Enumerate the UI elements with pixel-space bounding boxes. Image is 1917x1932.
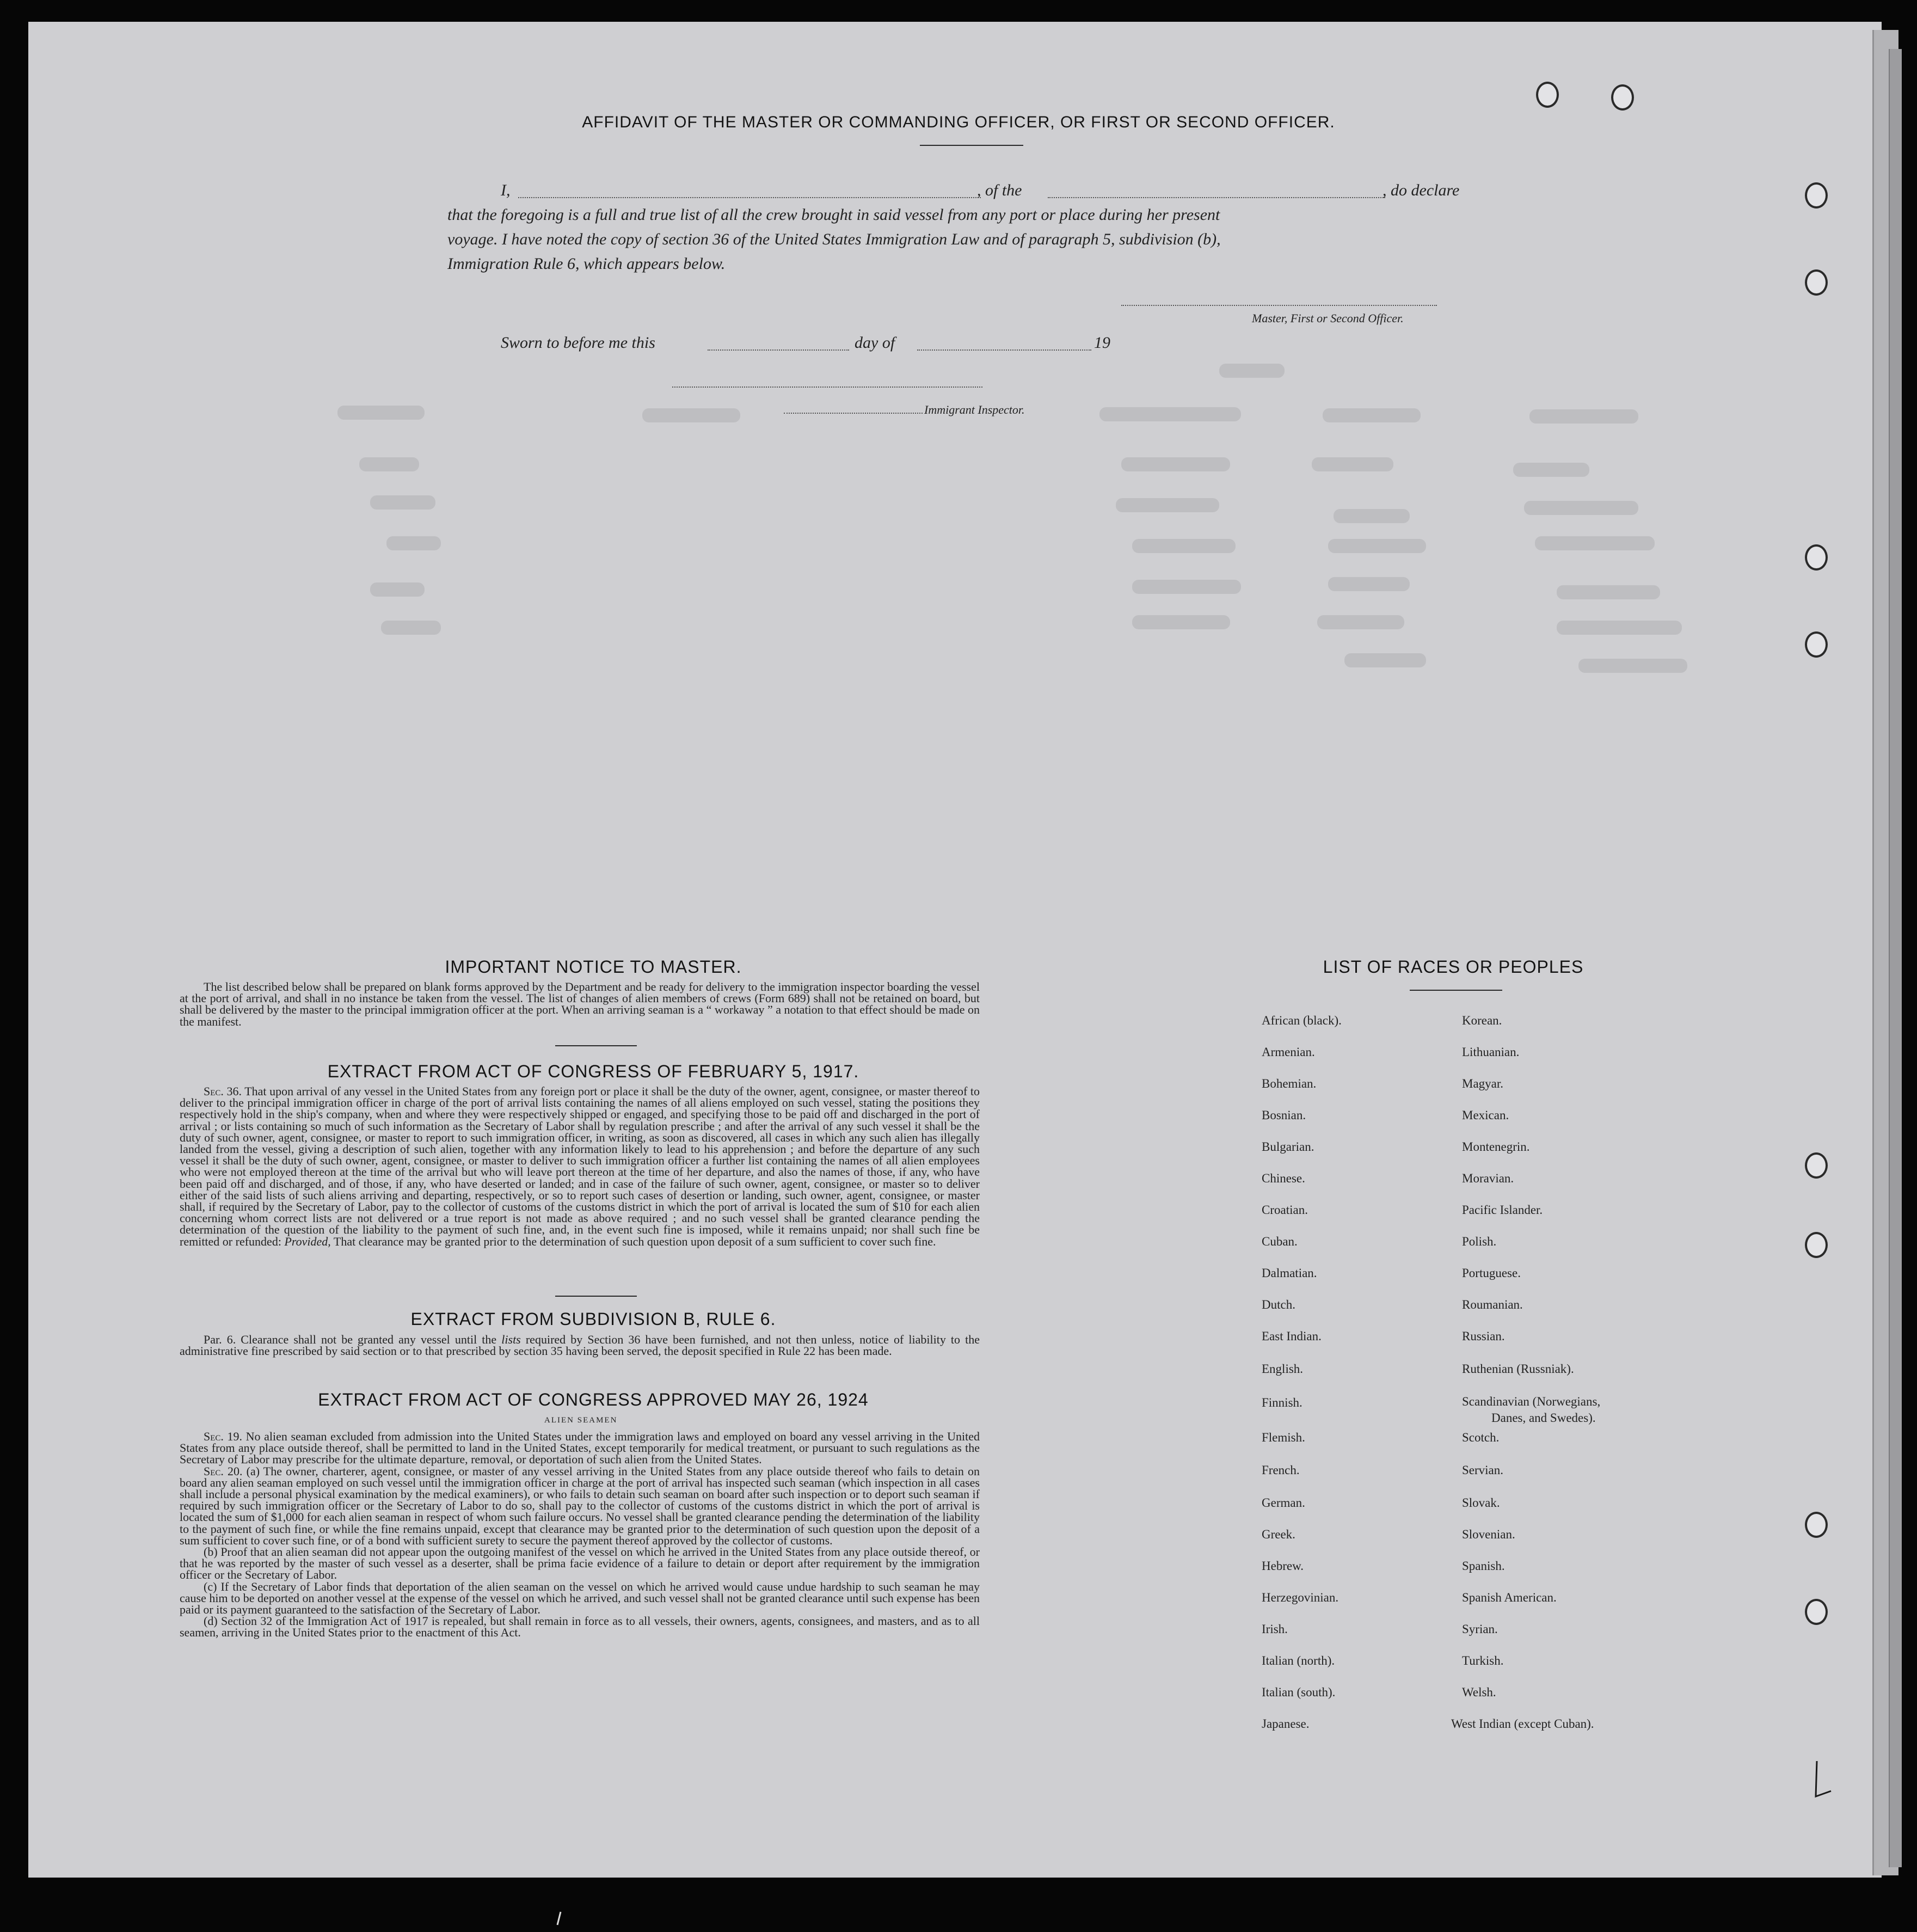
race-item: Ruthenian (Russniak). [1462,1362,1574,1376]
race-item: Finnish. [1262,1396,1302,1409]
race-item: Magyar. [1462,1077,1504,1090]
punch-hole-icon [1805,1599,1828,1625]
race-item: Portuguese. [1462,1266,1521,1280]
affidavit-line-2: that the foregoing is a full and true list of all the crew brought in said vessel from any port or place during her present [447,206,1220,224]
race-item: Dutch. [1262,1298,1295,1311]
race-item: Mexican. [1462,1108,1509,1122]
race-item: Servian. [1462,1463,1504,1477]
extract-1917-title: EXTRACT FROM ACT OF CONGRESS OF FEBRUARY 5, 1917. [327,1062,859,1081]
punch-hole-icon [1536,82,1559,108]
day-of-label: day of [855,334,895,352]
race-item: Italian (north). [1262,1654,1335,1667]
race-item: Turkish. [1462,1654,1504,1667]
affidavit-line-3: voyage. I have noted the copy of section 36 of the United States Immigration Law and of paragraph 5, subdivision (b), [447,230,1221,248]
sec-36-label: Sec. 36. [204,1084,242,1098]
sec-36-text: That upon arrival of any vessel in the United States from any foreign port or place it shall be the duty of the owner, agent, consignee, or master thereof to deliver to the principal immigration officer in charge of the port of arrival lists containing the names of all aliens employed on such vessel, stating the positions they respectively hold in the ship's company, when and where they were respectively shipped or engaged, and specifying those to be paid off and discharged in the port of arrival ; or lists containing so much of such information as the Secretary of Labor shall by regulation prescribe ; and after the arrival of any such vessel it shall be the duty of such owner, agent, consignee, or master to report to such immigration officer, in writing, as soon as discovered, all cases in which any such alien has illegally landed from the vessel, giving a description of such alien, together with any information likely to lead to his apprehension ; and before the departure of any such vessel it shall be the duty of such owner, agent, consignee, or master to deliver to such immigration officer a further list containing the names of all alien employees who were not employed thereon at the time of the arrival but who will leave port thereon at the time of her departure, and also the names of those, if any, who have been paid off and discharged, and of those, if any, who have deserted or landed; and in case of the failure of such owner, agent, consignee, or master so to deliver either of the said lists of such aliens arriving and departing, respectively, or so to report such cases of desertion or landing, such owner, agent, consignee, or master shall, if required by the Secretary of Labor, pay to the collector of customs of the customs district in which the port of arrival is located the sum of $10 for each alien concerning whom correct lists are not delivered or a true report is not made as above required ; and no such vessel shall be granted clearance pending the determination of the question of the liability to the payment of such fine, and, in the event such fine is imposed, while it remains unpaid; nor shall such fine be remitted or refunded: [180,1084,980,1248]
race-item: English. [1262,1362,1304,1376]
proviso-word: Provided, [284,1234,331,1248]
sec-19-label: Sec. 19. [204,1430,243,1443]
race-item: Croatian. [1262,1203,1308,1217]
punch-hole-icon [1805,1512,1828,1538]
races-divider [1410,990,1502,991]
race-item: Welsh. [1462,1685,1496,1699]
inspector-signature-line[interactable] [784,413,923,414]
race-item: Irish. [1262,1622,1288,1636]
race-item: Moravian. [1462,1172,1514,1185]
race-item: Italian (south). [1262,1685,1336,1699]
page-edge-stack-inner [1889,49,1902,1867]
race-item: African (black). [1262,1014,1342,1027]
alien-seamen-subtitle: ALIEN SEAMEN [544,1416,618,1425]
punch-hole-icon [1805,182,1828,208]
inspector-label: Immigrant Inspector. [924,403,1025,416]
sworn-month-field[interactable] [917,349,1091,351]
race-item: Lithuanian. [1462,1045,1520,1059]
race-item: Flemish. [1262,1431,1305,1444]
race-item: Scotch. [1462,1431,1500,1444]
punch-hole-icon [1805,1152,1828,1179]
sec-20-label: Sec. 20. [204,1464,243,1478]
notice-paragraph: The list described below shall be prepared on blank forms approved by the Department and be ready for delivery to the immigration inspector boarding the vessel at the port of arrival, and shall in no instance be taken from the vessel. The list of changes of alien members of crews (Form 689) shall not be retained on board, but shall be delivered by the master to the principal immigration officer at the port. When an arriving seaman is a “ workaway ” a notation to that effect should be made on the manifest. [180,980,980,1028]
race-item: Slovenian. [1462,1528,1515,1541]
race-item: Scandinavian (Norwegians, [1462,1395,1601,1408]
extract-1917-body [180,1085,980,1247]
margin-check-mark-icon [1812,1758,1834,1816]
name-field-line[interactable] [518,197,981,198]
race-item: Montenegrin. [1462,1140,1530,1154]
par6-text-b: required by Section 36 have been furnished, and not then unless, notice of liability to the administrative fine prescribed by said section or to that prescribed by section 35 having been served, the deposit specified in Rule 22 has been made. [180,1333,980,1358]
race-item: French. [1262,1463,1300,1477]
extract-1924-title: EXTRACT FROM ACT OF CONGRESS APPROVED MAY 26, 1924 [318,1390,869,1409]
race-item: Bohemian. [1262,1077,1317,1090]
race-item: Slovak. [1462,1496,1500,1510]
punch-hole-icon [1805,1232,1828,1258]
bottom-tick-mark-icon [555,1911,563,1928]
race-item: German. [1262,1496,1305,1510]
notice-title: IMPORTANT NOTICE TO MASTER. [445,957,742,977]
punch-hole-icon [1611,84,1634,111]
race-item: West Indian (except Cuban). [1451,1717,1594,1731]
extract-1924-body [180,1431,980,1639]
races-title: LIST OF RACES OR PEOPLES [1323,957,1584,977]
signer-label: Master, First or Second Officer. [1252,311,1404,325]
sec-19-text: No alien seaman excluded from admission into the United States under the immigration laws and employed on board any vessel arriving in the United States from any place outside thereof, shall be permitted to land in the United States, except temporarily for medical treatment, or pursuant to such regulations as the Secretary of Labor may prescribe for the ultimate departure, removal, or deportation of such alien from the United States. [180,1430,980,1467]
sec-20d-text: (d) Section 32 of the Immigration Act of 1917 is repealed, but shall remain in force as to all vessels, their owners, agents, consignees, and masters, and as to all seamen, arriving in the United States prior to the enactment of this Act. [180,1614,980,1640]
race-item: East Indian. [1262,1329,1322,1343]
sec-20a-text: (a) The owner, charterer, agent, consignee, or master of any vessel arriving in the United States from any place outside thereof who fails to detain on board any alien seaman employed on such vessel until the immigration officer in charge at the port of arrival has inspected such seaman (which inspection in all cases shall include a personal physical examination by the medical examiners), or who fails to detain such seaman on board after such inspection or to deport such seaman if required by such immigration officer or the Secretary of Labor to do so, shall pay to the collector of customs of the customs district in which the port of arrival is located the sum of $1,000 for each alien seaman in respect of whom such failure occurs. No vessel shall be granted clearance pending the determination of the liability to the payment of such fine, or while the fine remains unpaid, except that clearance may be granted prior to the determination of such question upon the deposit of a sum sufficient to cover such fine, or of a bond with sufficient surety to secure the payment thereof approved by the collector of customs. [180,1464,980,1547]
affidavit-divider [920,145,1023,146]
race-item: Korean. [1462,1014,1502,1027]
sec-20c-text: (c) If the Secretary of Labor finds that deportation of the alien seaman on the vessel on which he arrived would cause undue hardship to such seaman he may cause him to be deported on another vessel at the expense of the vessel on which he arrived, and such vessel shall not be granted clearance until such expense has been paid or its payment guaranteed to the satisfaction of the Secretary of Labor. [180,1579,980,1617]
race-item: Dalmatian. [1262,1266,1317,1280]
punch-hole-icon [1805,631,1828,658]
race-item: Roumanian. [1462,1298,1523,1311]
race-item: Greek. [1262,1528,1295,1541]
sworn-label: Sworn to before me this [501,334,655,352]
race-item: Bulgarian. [1262,1140,1314,1154]
vessel-field-line[interactable] [1048,197,1385,198]
affidavit-title: AFFIDAVIT OF THE MASTER OR COMMANDING OFFICER, OR FIRST OR SECOND OFFICER. [582,113,1335,131]
race-item: Herzegovinian. [1262,1591,1339,1604]
notice-divider [555,1045,637,1046]
inspector-top-line [672,387,982,388]
notice-body [180,981,980,1027]
race-item: Syrian. [1462,1622,1498,1636]
proviso-text: That clearance may be granted prior to the determination of such question upon deposit of a sum sufficient to cover such fine. [333,1234,936,1248]
race-item: Pacific Islander. [1462,1203,1543,1217]
race-item: Hebrew. [1262,1559,1304,1573]
extract-rule6-body [180,1334,980,1357]
race-item: Armenian. [1262,1045,1315,1059]
year-label: 19 [1094,334,1110,352]
extract-rule6-title: EXTRACT FROM SUBDIVISION B, RULE 6. [410,1309,776,1329]
extract-1917-divider [555,1296,637,1297]
race-item: Danes, and Swedes). [1491,1411,1596,1425]
sec-20b-text: (b) Proof that an alien seaman did not appear upon the outgoing manifest of the vessel on which he arrived in the United States from any place outside thereof, or that he was reported by the master of such vessel as a deserter, shall be prima facie evidence of a failure to detain or deport after requirement by the immigration officer or the Secretary of Labor. [180,1545,980,1582]
affidavit-i: I, [501,181,511,199]
race-item: Bosnian. [1262,1108,1306,1122]
punch-hole-icon [1805,269,1828,296]
race-item: Russian. [1462,1329,1505,1343]
par6-text-a: Par. 6. Clearance shall not be granted any vessel until the [204,1333,497,1346]
affidavit-do-declare: , do declare [1383,181,1460,199]
affidavit-line-4: Immigration Rule 6, which appears below. [447,255,726,273]
sworn-day-field[interactable] [708,349,849,351]
race-item: Cuban. [1262,1235,1298,1248]
race-item: Polish. [1462,1235,1497,1248]
signature-line[interactable] [1121,305,1437,306]
race-item: Spanish American. [1462,1591,1557,1604]
race-item: Chinese. [1262,1172,1305,1185]
affidavit-of-the: , of the [977,181,1022,199]
punch-hole-icon [1805,544,1828,571]
race-item: Japanese. [1262,1717,1310,1731]
race-item: Spanish. [1462,1559,1505,1573]
lists-word: lists [501,1333,521,1346]
